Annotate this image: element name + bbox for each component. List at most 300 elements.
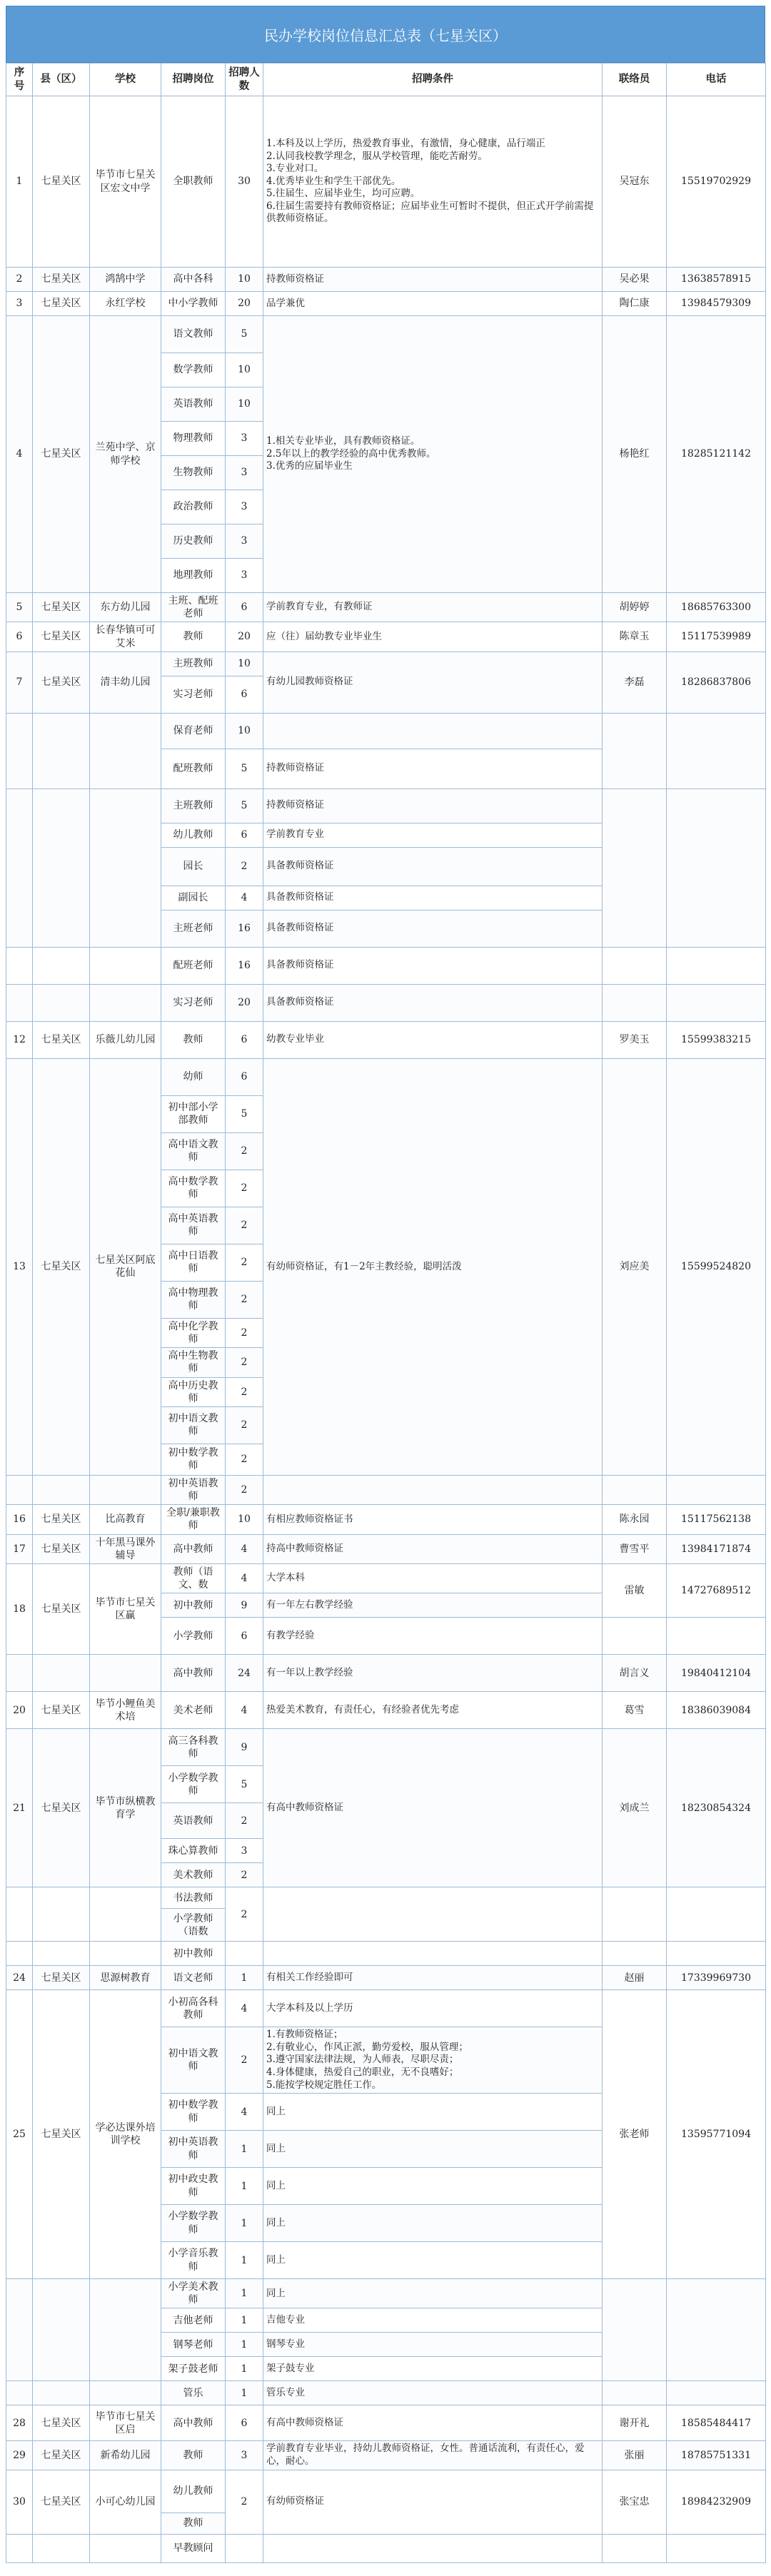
cell-phone: 15117539989 [667, 622, 766, 651]
cell-count: 24 [226, 1655, 263, 1692]
cell-index: 21 [6, 1729, 33, 1887]
cell-count: 1 [226, 1966, 263, 1990]
cell-school: 毕节市纵横教育学 [90, 1729, 161, 1887]
cell-contact: 曹雪平 [603, 1534, 667, 1563]
cell-count: 5 [226, 316, 263, 353]
cell-count: 4 [226, 1692, 263, 1729]
cell-index [6, 2381, 33, 2405]
cell-county [33, 2279, 90, 2381]
cell-position: 实习老师 [161, 676, 226, 713]
cell-phone [667, 1475, 766, 1504]
cell-phone: 19840412104 [667, 1655, 766, 1692]
table-row [6, 2381, 766, 2405]
cell-position: 初中数学教师 [161, 1444, 226, 1475]
cell-position: 主班、配班老师 [161, 593, 226, 622]
cell-index [6, 1475, 33, 1504]
cell-county [33, 984, 90, 1021]
cell-contact [603, 788, 667, 947]
cell-count: 3 [226, 490, 263, 524]
header-index: 序号 [6, 64, 33, 96]
header-position: 招聘岗位 [161, 64, 226, 96]
cell-position: 幼儿教师 [161, 2470, 226, 2512]
cell-requirements: 学前教育专业，有教师证 [263, 593, 603, 622]
cell-position: 高中教师 [161, 1655, 226, 1692]
cell-school: 兰苑中学、京师学校 [90, 316, 161, 593]
cell-count: 3 [226, 422, 263, 456]
cell-contact: 刘成兰 [603, 1729, 667, 1887]
cell-index: 18 [6, 1564, 33, 1655]
cell-requirements: 同上 [263, 2094, 603, 2131]
cell-school: 新希幼儿园 [90, 2441, 161, 2470]
cell-index [6, 2534, 33, 2562]
cell-county: 七星关区 [33, 1021, 90, 1058]
cell-count: 1 [226, 2279, 263, 2308]
table-row [6, 316, 766, 353]
cell-index: 30 [6, 2470, 33, 2534]
cell-county [33, 1475, 90, 1504]
cell-count: 2 [226, 1444, 263, 1475]
cell-county: 七星关区 [33, 1534, 90, 1563]
cell-position: 小学音乐教师 [161, 2242, 226, 2279]
cell-county: 七星关区 [33, 651, 90, 713]
cell-contact: 胡言义 [603, 1655, 667, 1692]
table-row [6, 268, 766, 292]
cell-school: 比高教育 [90, 1505, 161, 1534]
cell-count: 6 [226, 823, 263, 847]
cell-index [6, 1887, 33, 1942]
cell-count: 1 [226, 2205, 263, 2242]
cell-requirements: 管乐专业 [263, 2381, 603, 2405]
cell-count: 2 [226, 1887, 263, 1942]
cell-position: 初中教师 [161, 1593, 226, 1618]
cell-count: 3 [226, 2441, 263, 2470]
cell-phone [667, 2381, 766, 2405]
table-row [6, 1692, 766, 1729]
cell-contact: 张老师 [603, 1990, 667, 2279]
cell-requirements: 同上 [263, 2242, 603, 2279]
cell-phone: 13595771094 [667, 1990, 766, 2279]
cell-position: 管乐 [161, 2381, 226, 2405]
cell-school: 毕节市七星关区启 [90, 2405, 161, 2441]
cell-position: 保育老师 [161, 713, 226, 749]
cell-county: 七星关区 [33, 1505, 90, 1534]
cell-count: 4 [226, 886, 263, 910]
cell-requirements: 同上 [263, 2131, 603, 2168]
cell-index: 4 [6, 316, 33, 593]
cell-position: 高中化学教师 [161, 1318, 226, 1347]
cell-count: 1 [226, 2381, 263, 2405]
table-row [6, 1966, 766, 1990]
cell-county: 七星关区 [33, 593, 90, 622]
cell-contact: 陶仁康 [603, 292, 667, 316]
cell-requirements [263, 2534, 603, 2562]
cell-count: 16 [226, 947, 263, 984]
cell-school: 小可心幼儿园 [90, 2470, 161, 2534]
cell-county: 七星关区 [33, 1692, 90, 1729]
cell-position: 高中生物教师 [161, 1348, 226, 1377]
table-row [6, 713, 766, 749]
cell-count: 16 [226, 910, 263, 947]
cell-contact [603, 2279, 667, 2381]
cell-phone: 18285121142 [667, 316, 766, 593]
cell-school: 十年黑马课外辅导 [90, 1534, 161, 1563]
cell-phone: 18785751331 [667, 2441, 766, 2470]
cell-count: 2 [226, 1348, 263, 1377]
cell-count: 5 [226, 1766, 263, 1803]
cell-county: 七星关区 [33, 268, 90, 292]
header-row [6, 64, 766, 96]
cell-position: 初中政史教师 [161, 2168, 226, 2205]
cell-index: 20 [6, 1692, 33, 1729]
cell-requirements: 有幼儿园教师资格证 [263, 651, 603, 713]
cell-school [90, 947, 161, 984]
cell-count: 6 [226, 1618, 263, 1655]
cell-position: 高三各科教师 [161, 1729, 226, 1766]
cell-phone: 18685763300 [667, 593, 766, 622]
cell-count: 5 [226, 749, 263, 788]
cell-position: 教师 [161, 2441, 226, 2470]
cell-count: 10 [226, 387, 263, 422]
table-row [6, 1021, 766, 1058]
cell-contact: 刘应美 [603, 1058, 667, 1475]
cell-position: 高中教师 [161, 2405, 226, 2441]
sheet-title: 民办学校岗位信息汇总表（七星关区） [6, 6, 765, 63]
cell-phone: 18386039084 [667, 1692, 766, 1729]
cell-count: 2 [226, 1281, 263, 1318]
cell-count: 2 [226, 1475, 263, 1504]
cell-count: 30 [226, 96, 263, 268]
cell-count: 20 [226, 292, 263, 316]
cell-position: 小学数学教师 [161, 2205, 226, 2242]
cell-county: 七星关区 [33, 1729, 90, 1887]
cell-position: 美术教师 [161, 1863, 226, 1887]
cell-requirements: 有教学经验 [263, 1618, 603, 1655]
cell-phone [667, 2534, 766, 2562]
cell-index: 24 [6, 1966, 33, 1990]
cell-count: 6 [226, 1058, 263, 1095]
cell-contact: 赵丽 [603, 1966, 667, 1990]
cell-position: 主班教师 [161, 788, 226, 823]
cell-count: 2 [226, 1132, 263, 1170]
cell-position: 初中教师 [161, 1942, 226, 1966]
header-county: 县（区） [33, 64, 90, 96]
cell-count [226, 2534, 263, 2562]
cell-county [33, 713, 90, 788]
cell-requirements: 有幼师资格证 [263, 2470, 603, 2534]
cell-position: 小学美术教师 [161, 2279, 226, 2308]
cell-county: 七星关区 [33, 622, 90, 651]
cell-count: 1 [226, 2308, 263, 2333]
cell-phone: 14727689512 [667, 1564, 766, 1618]
cell-position: 书法教师 [161, 1887, 226, 1909]
cell-requirements: 应（往）届幼教专业毕业生 [263, 622, 603, 651]
cell-requirements: 大学本科及以上学历 [263, 1990, 603, 2027]
cell-position: 美术老师 [161, 1692, 226, 1729]
cell-position: 英语教师 [161, 1803, 226, 1839]
cell-contact: 吴冠东 [603, 96, 667, 268]
cell-position: 全职/兼职教师 [161, 1505, 226, 1534]
cell-index: 13 [6, 1058, 33, 1475]
cell-requirements: 钢琴专业 [263, 2333, 603, 2357]
cell-position: 主班老师 [161, 910, 226, 947]
cell-phone [667, 1942, 766, 1966]
cell-phone: 18286837806 [667, 651, 766, 713]
cell-count: 1 [226, 2333, 263, 2357]
cell-contact: 谢开礼 [603, 2405, 667, 2441]
cell-school: 毕节小鲤鱼美术培 [90, 1692, 161, 1729]
cell-position: 高中日语教师 [161, 1244, 226, 1281]
cell-position: 初中语文教师 [161, 1406, 226, 1444]
cell-county [33, 2381, 90, 2405]
cell-requirements: 具备教师资格证 [263, 886, 603, 910]
cell-contact [603, 1475, 667, 1504]
cell-requirements: 学前教育专业毕业，持幼儿教师资格证，女性。普通话流利，有责任心，爱心，耐心。 [263, 2441, 603, 2470]
cell-count: 2 [226, 1244, 263, 1281]
cell-contact [603, 1942, 667, 1966]
header-contact: 联络员 [603, 64, 667, 96]
cell-count: 9 [226, 1593, 263, 1618]
cell-requirements: 持高中教师资格证 [263, 1534, 603, 1563]
cell-position: 高中物理教师 [161, 1281, 226, 1318]
cell-index: 16 [6, 1505, 33, 1534]
cell-phone: 15519702929 [667, 96, 766, 268]
table-row [6, 1990, 766, 2027]
cell-position: 实习老师 [161, 984, 226, 1021]
table-row [6, 2534, 766, 2562]
cell-phone: 13984171874 [667, 1534, 766, 1563]
cell-index [6, 713, 33, 788]
cell-requirements: 有一年以上教学经验 [263, 1655, 603, 1692]
table-row [6, 1534, 766, 1563]
cell-county [33, 1655, 90, 1692]
cell-school [90, 1655, 161, 1692]
cell-index [6, 1942, 33, 1966]
cell-count: 3 [226, 456, 263, 490]
cell-count: 10 [226, 353, 263, 387]
cell-position: 初中英语教师 [161, 2131, 226, 2168]
cell-index [6, 2279, 33, 2381]
cell-county [33, 1887, 90, 1942]
cell-requirements: 有一年左右教学经验 [263, 1593, 603, 1618]
cell-school: 永红学校 [90, 292, 161, 316]
cell-count: 6 [226, 2405, 263, 2441]
cell-county: 七星关区 [33, 2470, 90, 2534]
cell-contact [603, 2381, 667, 2405]
cell-requirements: 具备教师资格证 [263, 984, 603, 1021]
cell-contact [603, 713, 667, 788]
cell-count: 3 [226, 559, 263, 593]
table-row [6, 651, 766, 676]
cell-count: 3 [226, 524, 263, 559]
cell-position: 教师（语文、数 [161, 1564, 226, 1593]
table-row [6, 1058, 766, 1095]
cell-contact: 吴必果 [603, 268, 667, 292]
cell-count: 4 [226, 1534, 263, 1563]
cell-count: 20 [226, 622, 263, 651]
cell-school [90, 2534, 161, 2562]
cell-position: 珠心算教师 [161, 1839, 226, 1863]
header-requirements: 招聘条件 [263, 64, 603, 96]
cell-position: 中小学教师 [161, 292, 226, 316]
cell-position: 高中教师 [161, 1534, 226, 1563]
cell-position: 高中语文教师 [161, 1132, 226, 1170]
cell-position: 初中数学教师 [161, 2094, 226, 2131]
cell-position: 语文教师 [161, 316, 226, 353]
cell-phone [667, 2279, 766, 2381]
cell-phone: 13638578915 [667, 268, 766, 292]
cell-requirements [263, 1475, 603, 1504]
cell-phone: 15599524820 [667, 1058, 766, 1475]
cell-position: 配班教师 [161, 749, 226, 788]
cell-count: 9 [226, 1729, 263, 1766]
cell-index: 25 [6, 1990, 33, 2279]
cell-requirements: 有幼师资格证，有1－2年主教经验，聪明活泼 [263, 1058, 603, 1475]
cell-index: 6 [6, 622, 33, 651]
cell-phone: 18230854324 [667, 1729, 766, 1887]
cell-position: 高中历史教师 [161, 1377, 226, 1406]
cell-contact: 李磊 [603, 651, 667, 713]
cell-position: 全职教师 [161, 96, 226, 268]
cell-count: 2 [226, 1803, 263, 1839]
cell-position: 地理教师 [161, 559, 226, 593]
cell-school: 学必达课外培训学校 [90, 1990, 161, 2279]
cell-index: 12 [6, 1021, 33, 1058]
cell-count: 6 [226, 676, 263, 713]
cell-school [90, 984, 161, 1021]
cell-requirements: 1.本科及以上学历，热爱教育事业，有激情，身心健康，品行端正 2.认同我校教学理念，服从学校管理，能吃苦耐劳。 3.专业对口。 4.优秀毕业生和学生干部优先。 5.往届生、应届毕业生，均可应聘。 6.往届生需要持有教师资格证；应届毕业生可暂时不提供，但正式开学前需提供教师资格证。 [263, 96, 603, 268]
cell-school [90, 1887, 161, 1942]
cell-requirements: 有高中教师资格证 [263, 2405, 603, 2441]
cell-requirements: 具备教师资格证 [263, 910, 603, 947]
cell-requirements: 有相应教师资格证书 [263, 1505, 603, 1534]
cell-requirements [263, 1887, 603, 1942]
cell-contact: 杨艳红 [603, 316, 667, 593]
cell-phone: 18585484417 [667, 2405, 766, 2441]
cell-contact: 张宝忠 [603, 2470, 667, 2534]
cell-count: 10 [226, 1505, 263, 1534]
cell-index: 7 [6, 651, 33, 713]
cell-count: 2 [226, 1863, 263, 1887]
cell-position: 教师 [161, 2512, 226, 2534]
cell-school: 乐薇儿幼儿园 [90, 1021, 161, 1058]
cell-county: 七星关区 [33, 1966, 90, 1990]
cell-count: 1 [226, 2357, 263, 2381]
cell-count: 20 [226, 984, 263, 1021]
cell-count: 3 [226, 1839, 263, 1863]
cell-requirements: 品学兼优 [263, 292, 603, 316]
cell-position: 教师 [161, 1021, 226, 1058]
table-row [6, 1887, 766, 1909]
cell-requirements: 吉他专业 [263, 2308, 603, 2333]
cell-count: 4 [226, 1990, 263, 2027]
cell-county [33, 788, 90, 947]
cell-requirements: 持教师资格证 [263, 788, 603, 823]
cell-contact [603, 984, 667, 1021]
cell-school [90, 2279, 161, 2381]
header-phone: 电话 [667, 64, 766, 96]
cell-position: 小学数学教师 [161, 1766, 226, 1803]
cell-count: 10 [226, 268, 263, 292]
cell-count: 4 [226, 1564, 263, 1593]
header-school: 学校 [90, 64, 161, 96]
cell-school: 长春华镇可可艾米 [90, 622, 161, 651]
cell-index: 3 [6, 292, 33, 316]
cell-county: 七星关区 [33, 1990, 90, 2279]
cell-count: 6 [226, 593, 263, 622]
cell-requirements: 学前教育专业 [263, 823, 603, 847]
cell-count: 2 [226, 1406, 263, 1444]
cell-position: 生物教师 [161, 456, 226, 490]
cell-school: 毕节市七星关区赢 [90, 1564, 161, 1655]
cell-count: 5 [226, 788, 263, 823]
cell-contact: 陈永园 [603, 1505, 667, 1534]
table-row [6, 1475, 766, 1504]
table-row [6, 788, 766, 823]
table-row [6, 2441, 766, 2470]
cell-contact [603, 1618, 667, 1655]
cell-requirements: 1.有教师资格证； 2.有敬业心，作风正派，勤劳爱校，服从管理； 3.遵守国家法律法规，为人师表，尽职尽责； 4.身体健康，热爱自己的职业，无不良嗜好； 5.能按学校规定胜任工作。 [263, 2027, 603, 2094]
cell-requirements: 同上 [263, 2205, 603, 2242]
cell-requirements [263, 713, 603, 749]
cell-count: 2 [226, 1377, 263, 1406]
cell-contact [603, 1887, 667, 1942]
cell-requirements: 热爱美术教育，有责任心，有经验者优先考虑 [263, 1692, 603, 1729]
cell-requirements: 有相关工作经验即可 [263, 1966, 603, 1990]
cell-county: 七星关区 [33, 2441, 90, 2470]
table-row [6, 2405, 766, 2441]
cell-county [33, 947, 90, 984]
cell-index: 28 [6, 2405, 33, 2441]
cell-contact: 陈章玉 [603, 622, 667, 651]
cell-school: 思源树教育 [90, 1966, 161, 1990]
cell-count: 1 [226, 2242, 263, 2279]
cell-school [90, 713, 161, 788]
cell-index: 1 [6, 96, 33, 268]
cell-phone [667, 947, 766, 984]
cell-phone [667, 1618, 766, 1655]
table-row [6, 1564, 766, 1593]
table-row [6, 1729, 766, 1766]
cell-index: 2 [6, 268, 33, 292]
cell-school [90, 788, 161, 947]
cell-position: 语文老师 [161, 1966, 226, 1990]
cell-index [6, 788, 33, 947]
cell-school [90, 2381, 161, 2405]
cell-school: 毕节市七星关区宏文中学 [90, 96, 161, 268]
table-row [6, 1655, 766, 1692]
cell-phone [667, 1887, 766, 1942]
cell-county: 七星关区 [33, 1058, 90, 1475]
table-row [6, 622, 766, 651]
cell-phone: 13984579309 [667, 292, 766, 316]
recruitment-sheet [6, 6, 765, 2563]
cell-position: 数学教师 [161, 353, 226, 387]
cell-requirements [263, 1942, 603, 1966]
cell-school [90, 1942, 161, 1966]
cell-position: 高中各科 [161, 268, 226, 292]
cell-requirements: 持教师资格证 [263, 749, 603, 788]
cell-requirements: 持教师资格证 [263, 268, 603, 292]
cell-count: 2 [226, 1207, 263, 1244]
cell-requirements: 1.相关专业毕业，具有教师资格证。 2.5年以上的教学经验的高中优秀教师。 3.优秀的应届毕业生 [263, 316, 603, 593]
cell-count: 10 [226, 713, 263, 749]
cell-position: 小初高各科教师 [161, 1990, 226, 2027]
cell-position: 历史教师 [161, 524, 226, 559]
table-row [6, 984, 766, 1021]
cell-school: 东方幼儿园 [90, 593, 161, 622]
cell-position: 副园长 [161, 886, 226, 910]
cell-requirements: 大学本科 [263, 1564, 603, 1593]
